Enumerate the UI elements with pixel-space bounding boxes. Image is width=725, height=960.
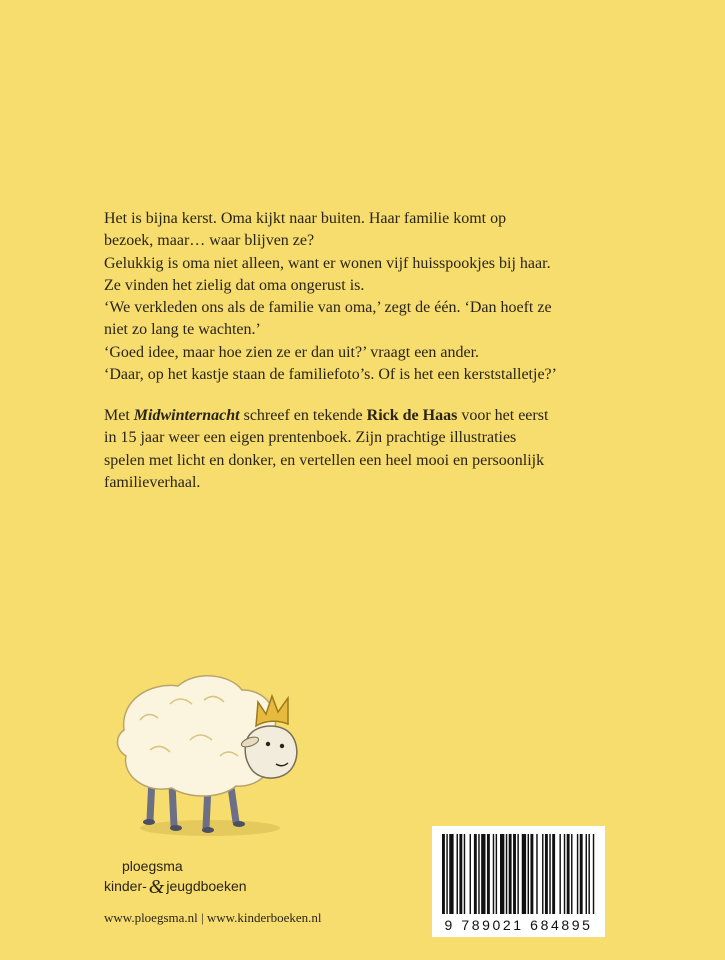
book-title: Midwinternacht bbox=[133, 407, 240, 424]
blurb-prefix: Met bbox=[104, 407, 134, 424]
publisher-ampersand: & bbox=[148, 876, 165, 898]
blurb-middle: schreef en tekende bbox=[239, 407, 367, 424]
story-line: niet zo lang te wachten.’ bbox=[104, 321, 261, 339]
author-name: Rick de Haas bbox=[366, 407, 458, 424]
story-line: Ze vinden het zielig dat oma ongerust is. bbox=[104, 276, 365, 294]
publisher-name: ploegsma bbox=[122, 858, 183, 874]
publisher-urls: www.ploegsma.nl | www.kinderboeken.nl bbox=[104, 910, 322, 925]
publisher-logo bbox=[104, 856, 247, 897]
blurb-line: spelen met licht en donker, en vertellen een heel mooi en persoonlijk bbox=[104, 451, 545, 469]
story-line: bezoek, maar… waar blijven ze? bbox=[104, 232, 315, 250]
story-line: ‘Daar, op het kastje staan de familiefoto’s. Of is het een kerststalletje?’ bbox=[104, 366, 557, 384]
sheep-with-crown-illustration bbox=[100, 660, 320, 850]
blurb-line: familieverhaal. bbox=[104, 473, 201, 491]
blurb-line: in 15 jaar weer een eigen prentenboek. Zijn prachtige illustraties bbox=[104, 429, 517, 447]
story-line: ‘Goed idee, maar hoe zien ze er dan uit?’ vraagt een ander. bbox=[104, 343, 480, 361]
author-blurb bbox=[104, 405, 624, 494]
isbn-barcode bbox=[432, 826, 605, 937]
story-line: ‘We verkleden ons als de familie van oma,’ zegt de één. ‘Dan hoeft ze bbox=[104, 299, 552, 317]
isbn-number: 9 789021 684895 bbox=[444, 917, 593, 933]
story-summary bbox=[104, 208, 624, 386]
story-line: Gelukkig is oma niet alleen, want er wonen vijf huisspookjes bij haar. bbox=[104, 254, 551, 272]
publisher-jeugd: jeugdboeken bbox=[166, 878, 247, 894]
blurb-line bbox=[104, 405, 624, 427]
blurb-suffix: voor het eerst bbox=[457, 407, 549, 424]
story-line: Het is bijna kerst. Oma kijkt naar buiten. Haar familie komt op bbox=[104, 210, 507, 227]
publisher-kinder: kinder- bbox=[104, 878, 147, 894]
